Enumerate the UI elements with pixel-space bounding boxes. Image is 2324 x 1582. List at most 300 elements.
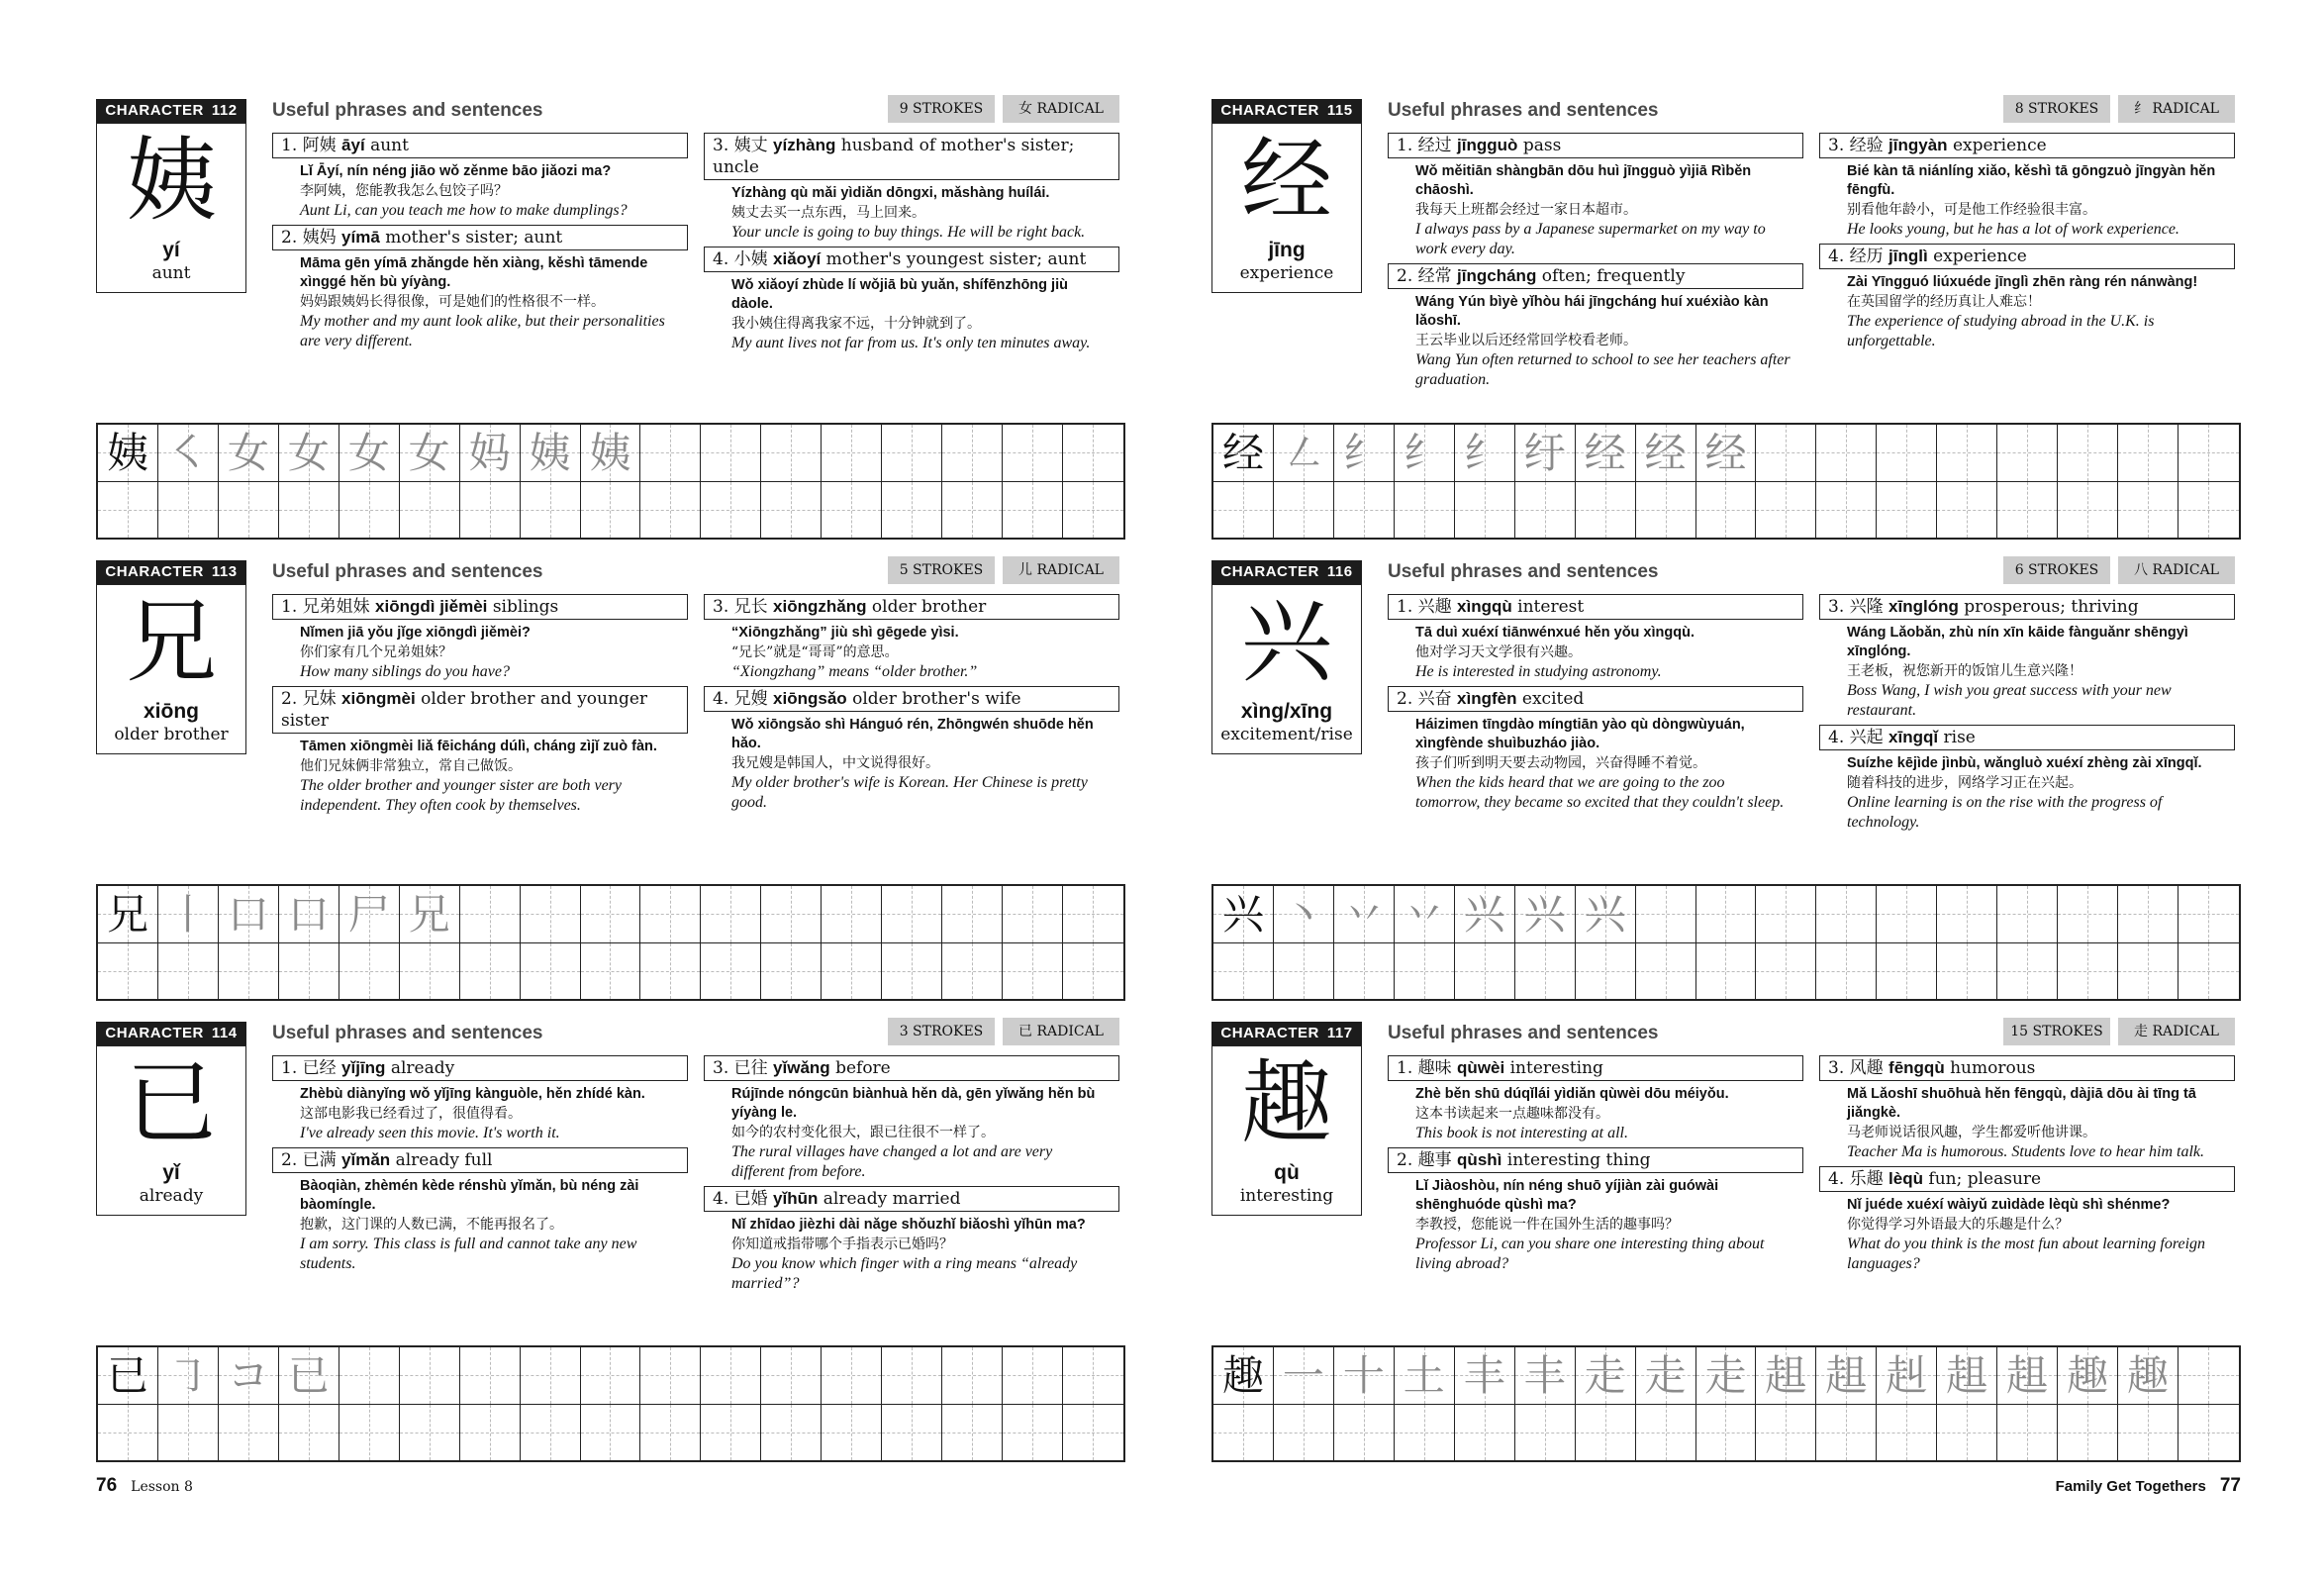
phrase-gloss: older brother: [871, 597, 987, 617]
practice-cell: [400, 1347, 460, 1404]
practice-cell: [942, 425, 1003, 481]
stroke-order-step: 经: [1584, 429, 1626, 477]
practice-cell: [1395, 943, 1455, 1000]
phrase-title: [272, 1055, 688, 1081]
practice-cell: [1395, 425, 1455, 481]
page-footer: [1211, 1475, 2241, 1497]
phrase-gloss: older brother and younger sister: [281, 689, 648, 731]
phrase-pinyin: jīngyàn: [1888, 136, 1948, 154]
practice-cell: [1063, 425, 1123, 481]
phrase-example: [704, 272, 1119, 353]
practice-cell: [1696, 482, 1757, 539]
practice-row-strokes: [1213, 1347, 2239, 1405]
example-pinyin: Māma gēn yímā zhǎngde hěn xiàng, kěshì tāmende xìnggé hěn bù yíyàng.: [300, 255, 648, 290]
practice-cell: [158, 943, 219, 1000]
phrase-entry: [1819, 594, 2235, 721]
phrase-hanzi: 兄嫂: [733, 689, 768, 709]
phrase-example: [1388, 1173, 1803, 1274]
example-pinyin: Zài Yīngguó liúxuéde jīnglì zhēn ràng rén nánwàng!: [1847, 274, 2198, 290]
example-english: Do you know which finger with a ring means “already married”?: [731, 1255, 1078, 1292]
practice-cell: [158, 886, 219, 942]
character-label: [1211, 1022, 1362, 1045]
practice-cell: [581, 1347, 641, 1404]
stroke-order-step: 尸: [347, 890, 390, 939]
practice-cell: [1334, 886, 1395, 942]
phrase-title: [1819, 1055, 2235, 1081]
practice-cell: [400, 1405, 460, 1461]
practice-cell: [158, 1405, 219, 1461]
phrase-gloss: mother's sister; aunt: [385, 228, 563, 247]
practice-cell: [2058, 943, 2118, 1000]
phrase-hanzi: 小姨: [733, 249, 768, 269]
phrase-hanzi: 兴隆: [1849, 597, 1884, 617]
practice-row-strokes: [98, 425, 1123, 482]
practice-cell: [581, 886, 641, 942]
practice-cell: [460, 482, 521, 539]
practice-cell: [2118, 1347, 2179, 1404]
example-english: The older brother and younger sister are both very independent. They often cook by themselves.: [300, 777, 622, 814]
practice-cell: [1997, 1405, 2058, 1461]
practice-cell: [1003, 886, 1063, 942]
stroke-order-step: 女: [408, 429, 450, 477]
phrase-hanzi: 姨妈: [302, 228, 337, 247]
character-label-text: CHARACTER: [1220, 102, 1319, 119]
practice-cell: [1274, 886, 1334, 942]
phrase-hanzi: 风趣: [1849, 1058, 1884, 1078]
practice-cell: [1997, 425, 2058, 481]
phrase-pinyin: yízhàng: [773, 136, 836, 154]
phrase-hanzi: 乐趣: [1849, 1169, 1884, 1189]
practice-cell: [1877, 1405, 1937, 1461]
practice-cell: [1515, 482, 1576, 539]
practice-cell: [701, 886, 761, 942]
character-meaning: experience: [1239, 263, 1334, 283]
example-pinyin: Lǐ Jiàoshòu, nín néng shuō yíjiàn zài guówài shēnghuóde qùshì ma?: [1415, 1178, 1719, 1213]
practice-cell: [761, 482, 822, 539]
practice-cell: [1636, 943, 1696, 1000]
practice-cell: [1756, 482, 1816, 539]
phrase-example: [1388, 1081, 1803, 1143]
phrase-pinyin: yǐmǎn: [341, 1150, 391, 1169]
phrase-gloss: aunt: [370, 136, 409, 155]
phrase-gloss: pass: [1522, 136, 1562, 155]
page-left: [96, 89, 1125, 1495]
example-chinese: 你觉得学习外语最大的乐趣是什么？: [1847, 1217, 2069, 1233]
practice-cell: [1003, 482, 1063, 539]
phrase-pinyin: qùshì: [1457, 1150, 1502, 1169]
phrase-title: [704, 594, 1119, 620]
phrase-column-right: [1819, 594, 2235, 837]
phrase-hanzi: 经过: [1417, 136, 1452, 155]
stroke-order-step: 丷: [1342, 890, 1385, 939]
practice-cell: [1997, 943, 2058, 1000]
phrase-entry: [272, 1055, 688, 1143]
practice-cell: [2058, 425, 2118, 481]
practice-cell: [2058, 1347, 2118, 1404]
stroke-order-step: 丷: [1403, 890, 1445, 939]
practice-cell: [1756, 425, 1816, 481]
stroke-order-step: ㇆: [166, 1351, 209, 1400]
practice-cell: [1334, 425, 1395, 481]
example-chinese: 王云毕业以后还经常回学校看老师。: [1415, 333, 1637, 348]
phrase-number: 2.: [1397, 266, 1413, 286]
practice-cell: [2118, 886, 2179, 942]
practice-cell: [339, 1405, 400, 1461]
phrase-number: 2.: [1397, 689, 1413, 709]
page-footer: [96, 1475, 193, 1497]
example-chinese: 李阿姨，您能教我怎么包饺子吗？: [300, 183, 508, 199]
phrase-title: [1388, 594, 1803, 620]
practice-cell: [1003, 425, 1063, 481]
character-meaning: aunt: [151, 263, 191, 283]
phrase-column-right: [704, 594, 1119, 817]
practice-cell: [1515, 1405, 1576, 1461]
phrase-gloss: already: [390, 1058, 455, 1078]
phrase-entry: [272, 133, 688, 221]
stroke-order-step: 口: [287, 890, 330, 939]
character-pinyin: xìng/xīng: [1240, 700, 1333, 723]
phrase-number: 2.: [281, 228, 298, 247]
phrase-example: [704, 1212, 1119, 1294]
phrase-column-left: [272, 594, 688, 820]
phrase-pinyin: yǐhūn: [773, 1189, 819, 1208]
character-label: [1211, 99, 1362, 123]
practice-cell: [2179, 886, 2239, 942]
practice-cell: [460, 425, 521, 481]
example-chinese: 他们兄妹俩非常独立，常自己做饭。: [300, 758, 522, 774]
stroke-order-step: コ: [227, 1351, 269, 1400]
page-right: [1211, 89, 2241, 1495]
stroke-count-badge: 15 STROKES: [2003, 1018, 2110, 1045]
stroke-count-badge: 6 STROKES: [2003, 556, 2110, 584]
stroke-order-step: 趄: [1946, 1351, 1988, 1400]
character-card: [1211, 123, 1362, 293]
practice-cell: [2179, 1405, 2239, 1461]
practice-cell: [1334, 943, 1395, 1000]
practice-row-strokes: [98, 886, 1123, 943]
stroke-order-step: 口: [227, 890, 269, 939]
example-chinese: 随着科技的进步，网络学习正在兴起。: [1847, 775, 2082, 791]
example-pinyin: Bàoqiàn, zhèmén kède rénshù yǐmǎn, bù néng zài bàomíngle.: [300, 1178, 639, 1213]
practice-cell: [1937, 886, 1997, 942]
writing-practice-grid: [1211, 423, 2241, 540]
phrase-number: 2.: [281, 1150, 298, 1170]
practice-cell: [460, 1405, 521, 1461]
practice-cell: [2058, 1405, 2118, 1461]
example-english: The experience of studying abroad in the U.K. is unforgettable.: [1847, 313, 2155, 349]
practice-cell: [1937, 1347, 1997, 1404]
phrase-pinyin: xiōngmèi: [341, 689, 416, 708]
practice-cell: [521, 482, 581, 539]
character-meaning: excitement/rise: [1220, 725, 1353, 744]
stroke-order-step: 兴: [1463, 890, 1505, 939]
phrase-example: [272, 250, 688, 351]
phrase-entry: [272, 594, 688, 682]
phrase-hanzi: 经验: [1849, 136, 1884, 155]
practice-cell: [1636, 425, 1696, 481]
practice-cell: [1877, 425, 1937, 481]
practice-cell: [1636, 1405, 1696, 1461]
character-label: [96, 1022, 246, 1045]
stroke-order-step: 赳: [1886, 1351, 1928, 1400]
character-section: [1211, 550, 2241, 1012]
phrase-number: 4.: [713, 689, 729, 709]
practice-cell: [279, 1347, 339, 1404]
phrase-pinyin: fēngqù: [1888, 1058, 1945, 1077]
example-pinyin: Wǒ xiōngsǎo shì Hánguó rén, Zhōngwén shuōde hěn hǎo.: [731, 717, 1094, 751]
practice-cell: [1816, 886, 1877, 942]
practice-cell: [1213, 425, 1274, 481]
practice-cell: [640, 943, 701, 1000]
model-character: 兴: [1221, 890, 1264, 939]
practice-cell: [1877, 482, 1937, 539]
example-chinese: 王老板，祝您新开的饭馆儿生意兴隆！: [1847, 663, 2082, 679]
phrase-hanzi: 趣事: [1417, 1150, 1452, 1170]
practice-cell: [400, 943, 460, 1000]
example-english: Your uncle is going to buy things. He will be right back.: [731, 224, 1086, 241]
practice-cell: [98, 886, 158, 942]
practice-cell: [640, 425, 701, 481]
practice-cell: [1455, 1405, 1515, 1461]
stroke-order-step: 土: [1403, 1351, 1445, 1400]
stroke-order-step: 纟: [1342, 429, 1385, 477]
practice-cell: [1816, 425, 1877, 481]
practice-cell: [1455, 482, 1515, 539]
phrase-title: [1819, 133, 2235, 158]
phrase-hanzi: 趣味: [1417, 1058, 1452, 1078]
page-number: 77: [2219, 1475, 2241, 1496]
character-number: 112: [211, 102, 238, 119]
practice-cell: [2058, 886, 2118, 942]
phrase-title: [272, 1147, 688, 1173]
practice-cell: [521, 1405, 581, 1461]
phrase-entry: [1819, 725, 2235, 833]
writing-practice-grid: [96, 423, 1125, 540]
example-chinese: 你知道戒指带哪个手指表示已婚吗？: [731, 1236, 953, 1252]
phrase-title: [1819, 244, 2235, 269]
phrase-example: [704, 712, 1119, 813]
phrase-title: [1388, 133, 1803, 158]
phrase-gloss: experience: [1952, 136, 2047, 155]
practice-cell: [1756, 1347, 1816, 1404]
practice-cell: [1395, 1405, 1455, 1461]
phrase-example: [704, 620, 1119, 682]
stroke-order-step: 丰: [1463, 1351, 1505, 1400]
example-chinese: 姨丈去买一点东西，马上回来。: [731, 205, 925, 221]
example-english: Online learning is on the rise with the progress of technology.: [1847, 794, 2163, 831]
section-heading: Useful phrases and sentences: [1388, 100, 1659, 121]
phrase-column-left: [272, 133, 688, 355]
example-pinyin: Yízhàng qù mǎi yìdiǎn dōngxi, mǎshàng huílái.: [731, 185, 1050, 201]
example-english: Wang Yun often returned to school to see her teachers after graduation.: [1415, 351, 1791, 388]
phrase-entry: [272, 1147, 688, 1274]
practice-cell: [581, 482, 641, 539]
practice-cell: [1063, 1405, 1123, 1461]
phrase-title: [704, 247, 1119, 272]
phrase-hanzi: 兴奋: [1417, 689, 1452, 709]
practice-cell: [1696, 425, 1757, 481]
stroke-order-step: 女: [287, 429, 330, 477]
phrase-example: [1819, 1192, 2235, 1274]
character-section: [1211, 1012, 2241, 1473]
phrase-number: 1.: [281, 136, 298, 155]
phrase-number: 1.: [1397, 1058, 1413, 1078]
practice-cell: [1576, 1405, 1636, 1461]
phrase-number: 3.: [1828, 1058, 1845, 1078]
example-pinyin: Rújīnde nóngcūn biànhuà hěn dà, gēn yǐwǎng hěn bù yíyàng le.: [731, 1086, 1096, 1121]
practice-cell: [1877, 886, 1937, 942]
phrase-title: [704, 133, 1119, 180]
section-heading: Useful phrases and sentences: [272, 1023, 543, 1043]
practice-cell: [2118, 943, 2179, 1000]
lesson-label: Lesson 8: [131, 1479, 193, 1495]
phrase-number: 4.: [1828, 247, 1845, 266]
practice-cell: [521, 886, 581, 942]
phrase-gloss: husband of mother's sister; uncle: [713, 136, 1075, 177]
phrase-hanzi: 兄弟姐妹: [302, 597, 370, 617]
practice-cell: [822, 886, 882, 942]
phrase-pinyin: yímā: [341, 228, 380, 247]
character-label-text: CHARACTER: [1220, 1025, 1319, 1041]
character-number: 114: [211, 1025, 238, 1041]
practice-cell: [1213, 1405, 1274, 1461]
practice-cell: [1696, 943, 1757, 1000]
phrase-gloss: interesting thing: [1506, 1150, 1651, 1170]
phrase-column-right: [1819, 133, 2235, 355]
practice-cell: [1636, 482, 1696, 539]
phrase-example: [1819, 1081, 2235, 1162]
practice-cell: [1937, 1405, 1997, 1461]
example-english: Aunt Li, can you teach me how to make dumplings?: [300, 202, 628, 219]
character-label-text: CHARACTER: [105, 1025, 204, 1041]
phrase-example: [1388, 158, 1803, 259]
phrase-title: [1388, 1147, 1803, 1173]
phrase-pinyin: jīnglì: [1888, 247, 1928, 265]
character-card: [1211, 584, 1362, 754]
example-pinyin: Mǎ Lǎoshī shuōhuà hěn fēngqù, dàjiā dōu ài tīng tā jiǎngkè.: [1847, 1086, 2196, 1121]
phrase-example: [1819, 750, 2235, 833]
practice-cell: [1937, 943, 1997, 1000]
practice-cell: [98, 425, 158, 481]
phrase-entry: [704, 594, 1119, 682]
character-card: [1211, 1045, 1362, 1216]
example-pinyin: Háizimen tīngdào míngtiān yào qù dòngwùyuán, xìngfènde shuìbuzháo jiào.: [1415, 717, 1745, 751]
practice-row-blank: [98, 943, 1123, 1000]
example-chinese: 他对学习天文学很有兴趣。: [1415, 644, 1582, 660]
practice-cell: [1003, 1347, 1063, 1404]
writing-practice-grid: [1211, 1345, 2241, 1462]
phrase-pinyin: xiǎoyí: [773, 249, 822, 268]
section-heading: Useful phrases and sentences: [1388, 1023, 1659, 1043]
practice-cell: [882, 482, 942, 539]
practice-cell: [1576, 425, 1636, 481]
phrase-entry: [1388, 1147, 1803, 1274]
phrase-example: [704, 1081, 1119, 1182]
practice-row-blank: [1213, 482, 2239, 539]
phrase-number: 1.: [281, 597, 298, 617]
character-meaning: already: [139, 1186, 204, 1206]
example-pinyin: Zhèbù diànyǐng wǒ yǐjīng kànguòle, hěn zhídé kàn.: [300, 1086, 645, 1102]
model-character: 姨: [106, 429, 148, 477]
practice-cell: [279, 1405, 339, 1461]
practice-cell: [1274, 943, 1334, 1000]
phrase-title: [272, 594, 688, 620]
example-english: Teacher Ma is humorous. Students love to hear him talk.: [1847, 1143, 2205, 1160]
phrase-column-left: [1388, 133, 1803, 394]
phrase-column-left: [272, 1055, 688, 1278]
practice-cell: [2179, 1347, 2239, 1404]
stroke-order-step: 一: [1282, 1351, 1324, 1400]
practice-cell: [1576, 886, 1636, 942]
practice-cell: [1274, 425, 1334, 481]
practice-cell: [400, 482, 460, 539]
phrase-entry: [1819, 133, 2235, 240]
phrase-hanzi: 兴趣: [1417, 597, 1452, 617]
phrase-gloss: older brother's wife: [852, 689, 1021, 709]
character-number: 117: [1326, 1025, 1353, 1041]
practice-row-blank: [1213, 943, 2239, 1000]
practice-cell: [1003, 1405, 1063, 1461]
practice-cell: [339, 1347, 400, 1404]
example-pinyin: Wǒ měitiān shàngbān dōu huì jīngguò yìjiā Rìběn chāoshì.: [1415, 163, 1752, 198]
practice-cell: [1877, 943, 1937, 1000]
practice-cell: [219, 482, 279, 539]
practice-cell: [1877, 1347, 1937, 1404]
phrase-gloss: interest: [1517, 597, 1585, 617]
stroke-order-step: 纟: [1463, 429, 1505, 477]
stroke-order-step: 兴: [1584, 890, 1626, 939]
phrase-entry: [272, 686, 688, 816]
phrase-gloss: excited: [1521, 689, 1585, 709]
practice-cell: [1636, 1347, 1696, 1404]
example-english: My aunt lives not far from us. It's only ten minutes away.: [731, 335, 1091, 351]
example-chinese: 马老师说话很风趣，学生都爱听他讲课。: [1847, 1125, 2096, 1140]
practice-cell: [761, 886, 822, 942]
stroke-order-step: 纡: [1523, 429, 1566, 477]
practice-cell: [1937, 482, 1997, 539]
character-label: [1211, 560, 1362, 584]
phrase-hanzi: 兴起: [1849, 728, 1884, 747]
section-heading: Useful phrases and sentences: [272, 100, 543, 121]
character-card: [96, 584, 246, 754]
example-pinyin: Nǐmen jiā yǒu jǐge xiōngdì jiěmèi?: [300, 625, 531, 641]
character-label-text: CHARACTER: [105, 102, 204, 119]
phrase-example: [272, 158, 688, 221]
practice-cell: [158, 425, 219, 481]
practice-cell: [640, 482, 701, 539]
practice-cell: [1063, 1347, 1123, 1404]
stroke-order-step: 走: [1704, 1351, 1747, 1400]
stroke-order-step: 经: [1704, 429, 1747, 477]
stroke-count-badge: 9 STROKES: [888, 95, 995, 123]
phrase-example: [272, 1173, 688, 1274]
practice-cell: [1937, 425, 1997, 481]
phrase-number: 2.: [281, 689, 298, 709]
character-glyph: 经: [1240, 128, 1332, 234]
example-pinyin: “Xiōngzhǎng” jiù shì gēgede yìsi.: [731, 625, 959, 641]
example-english: What do you think is the most fun about learning foreign languages?: [1847, 1236, 2206, 1272]
practice-cell: [1455, 425, 1515, 481]
character-number: 113: [211, 563, 238, 580]
phrase-title: [1819, 1166, 2235, 1192]
practice-cell: [2118, 425, 2179, 481]
stroke-order-step: 趄: [1825, 1351, 1868, 1400]
model-character: 经: [1221, 429, 1264, 477]
stroke-order-step: 走: [1644, 1351, 1687, 1400]
practice-cell: [640, 1405, 701, 1461]
stroke-order-step: 丰: [1523, 1351, 1566, 1400]
character-glyph: 兄: [125, 589, 217, 695]
